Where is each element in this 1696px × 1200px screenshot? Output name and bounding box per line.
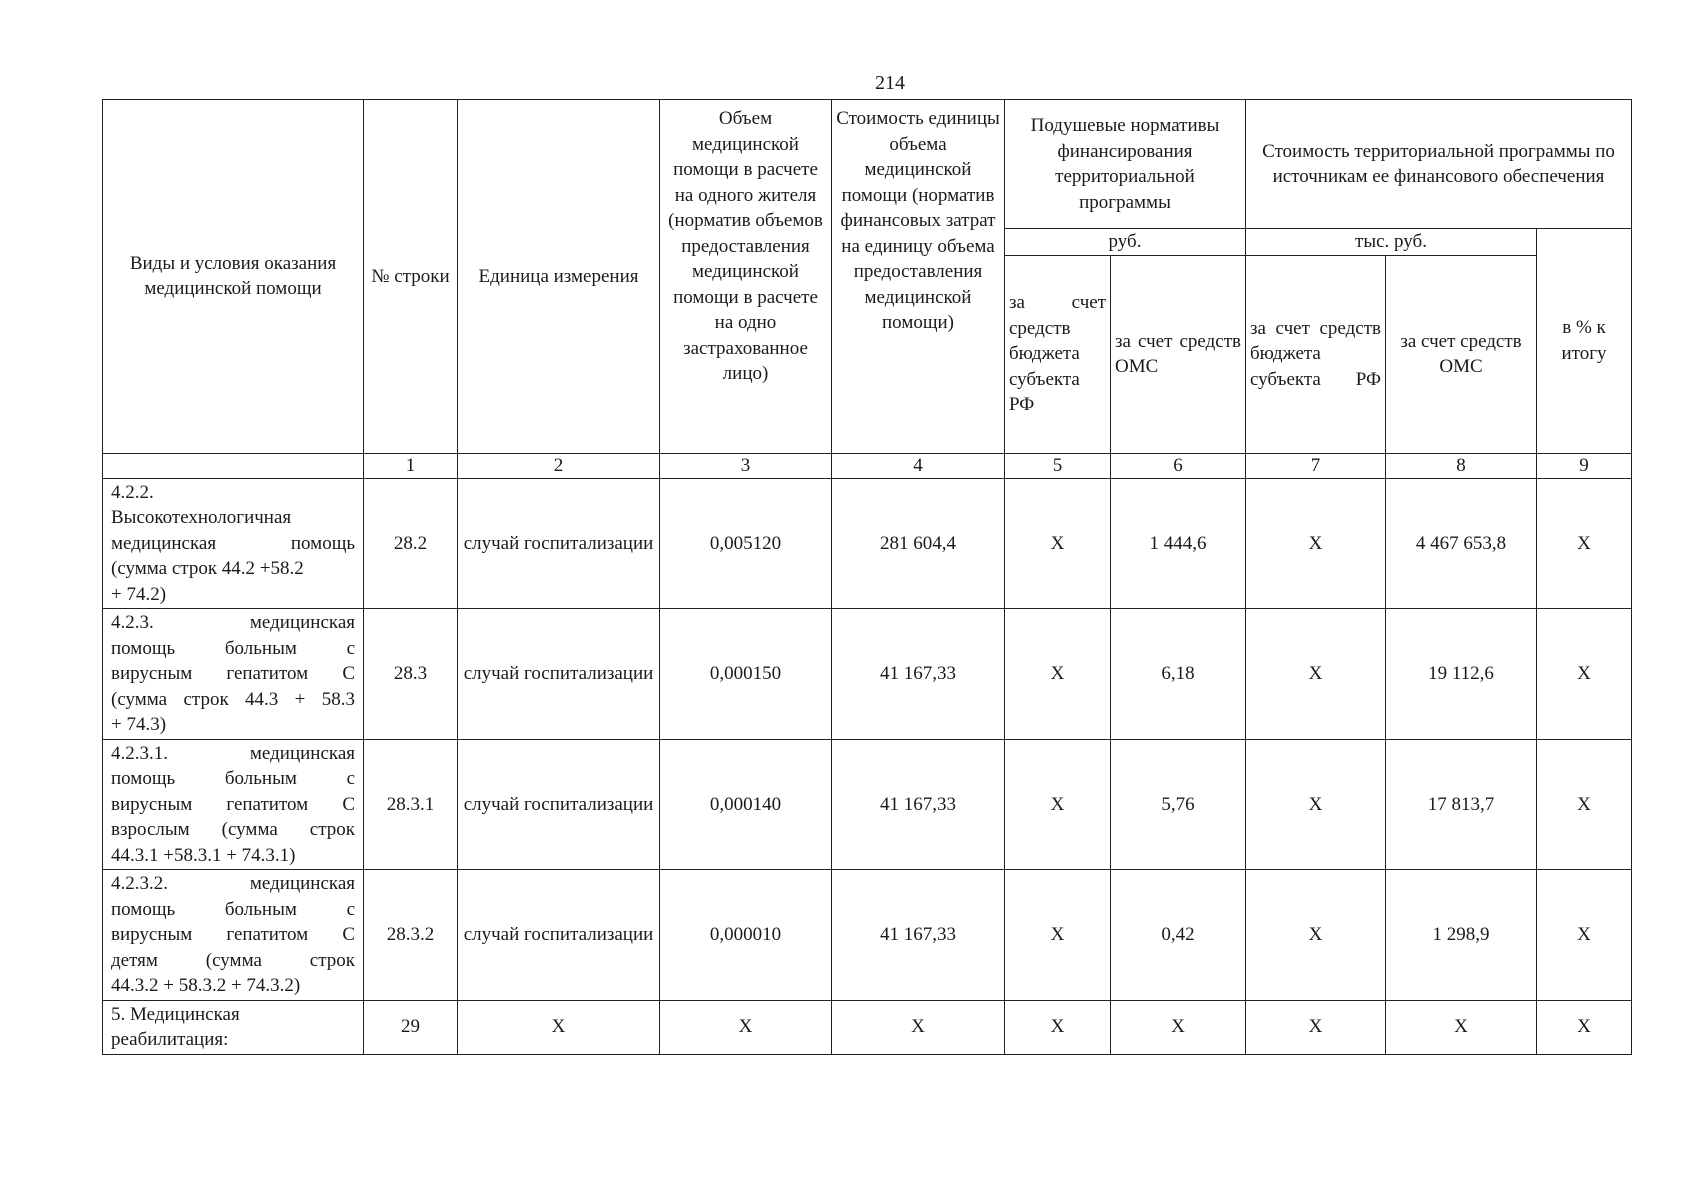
budget-thous-cell: X (1246, 478, 1386, 609)
header-unit-thous-rub: тыс. руб. (1246, 229, 1537, 256)
header-percent-total: в % к итогу (1537, 229, 1632, 454)
oms-rub-cell: 5,76 (1111, 739, 1246, 870)
row-number: 28.3 (364, 609, 458, 740)
column-number-blank (103, 453, 364, 478)
cost-cell: 41 167,33 (832, 609, 1005, 740)
budget-thous-cell: X (1246, 609, 1386, 740)
header-program-cost: Стоимость территориальной программы по источникам ее финансового обеспечения (1246, 100, 1632, 229)
cost-cell: 41 167,33 (832, 870, 1005, 1001)
column-number: 3 (660, 453, 832, 478)
volume-cell: X (660, 1000, 832, 1054)
header-per-capita: Подушевые нормативы финансирования территориальной программы (1005, 100, 1246, 229)
percent-cell: X (1537, 739, 1632, 870)
budget-rub-cell: X (1005, 478, 1111, 609)
row-number: 28.3.2 (364, 870, 458, 1001)
oms-thous-cell: X (1386, 1000, 1537, 1054)
header-unit-cost: Стоимость единицы объема медицинской помощи (норматив финансовых затрат на единицу объема предоставления медицинской помощи) (832, 100, 1005, 454)
header-budget-thous: за счет средств бюджета субъекта РФ (1246, 255, 1386, 453)
row-label: 4.2.3. медицинская помощь больным с вирусным гепатитом С (сумма строк 44.3 + 58.3 + 74.3) (103, 609, 364, 740)
row-number: 28.3.1 (364, 739, 458, 870)
column-number: 2 (458, 453, 660, 478)
table-row (103, 870, 1632, 1001)
volume-cell: 0,000150 (660, 609, 832, 740)
header-oms-rub: за счет средств ОМС (1111, 255, 1246, 453)
column-number: 1 (364, 453, 458, 478)
cost-cell: X (832, 1000, 1005, 1054)
budget-rub-cell: X (1005, 609, 1111, 740)
table-row (103, 609, 1632, 740)
table-row (103, 478, 1632, 609)
unit-cell: случай госпитализации (458, 870, 660, 1001)
cost-cell: 281 604,4 (832, 478, 1005, 609)
oms-rub-cell: 6,18 (1111, 609, 1246, 740)
page-number: 214 (875, 72, 905, 94)
unit-cell: X (458, 1000, 660, 1054)
cost-cell: 41 167,33 (832, 739, 1005, 870)
header-unit-rub: руб. (1005, 229, 1246, 256)
row-number: 29 (364, 1000, 458, 1054)
oms-thous-cell: 19 112,6 (1386, 609, 1537, 740)
unit-cell: случай госпитализации (458, 609, 660, 740)
row-label: 5. Медицинская реабилитация: (103, 1000, 364, 1054)
row-number: 28.2 (364, 478, 458, 609)
oms-thous-cell: 17 813,7 (1386, 739, 1537, 870)
header-kind: Виды и условия оказания медицинской помощи (103, 100, 364, 454)
header-budget-rub: за счет средств бюджета субъекта РФ (1005, 255, 1111, 453)
unit-cell: случай госпитализации (458, 739, 660, 870)
column-number: 4 (832, 453, 1005, 478)
oms-rub-cell: 1 444,6 (1111, 478, 1246, 609)
financing-table (102, 99, 1632, 1055)
percent-cell: X (1537, 1000, 1632, 1054)
percent-cell: X (1537, 609, 1632, 740)
oms-rub-cell: 0,42 (1111, 870, 1246, 1001)
volume-cell: 0,005120 (660, 478, 832, 609)
oms-thous-cell: 4 467 653,8 (1386, 478, 1537, 609)
oms-thous-cell: 1 298,9 (1386, 870, 1537, 1001)
budget-thous-cell: X (1246, 739, 1386, 870)
budget-rub-cell: X (1005, 739, 1111, 870)
row-label: 4.2.3.2. медицинская помощь больным с вирусным гепатитом С детям (сумма строк 44.3.2 + 58.3.2 + 74.3.2) (103, 870, 364, 1001)
budget-thous-cell: X (1246, 1000, 1386, 1054)
row-label: 4.2.2. Высокотехнологичная медицинская помощь (сумма строк 44.2 +58.2 + 74.2) (103, 478, 364, 609)
header-oms-thous: за счет средств ОМС (1386, 255, 1537, 453)
column-number: 5 (1005, 453, 1111, 478)
unit-cell: случай госпитализации (458, 478, 660, 609)
volume-cell: 0,000140 (660, 739, 832, 870)
table-row (103, 739, 1632, 870)
oms-rub-cell: X (1111, 1000, 1246, 1054)
column-number: 6 (1111, 453, 1246, 478)
percent-cell: X (1537, 478, 1632, 609)
column-number: 9 (1537, 453, 1632, 478)
row-label: 4.2.3.1. медицинская помощь больным с вирусным гепатитом С взрослым (сумма строк 44.3.1 +58.3.1 + 74.3.1) (103, 739, 364, 870)
table-row (103, 1000, 1632, 1054)
percent-cell: X (1537, 870, 1632, 1001)
column-number: 8 (1386, 453, 1537, 478)
header-volume: Объем медицинской помощи в расчете на одного жителя (норматив объемов предоставления медицинской помощи в расчете на одно застрахованное лицо) (660, 100, 832, 454)
budget-rub-cell: X (1005, 870, 1111, 1001)
column-number: 7 (1246, 453, 1386, 478)
header-row-number: № строки (364, 100, 458, 454)
budget-thous-cell: X (1246, 870, 1386, 1001)
budget-rub-cell: X (1005, 1000, 1111, 1054)
volume-cell: 0,000010 (660, 870, 832, 1001)
header-unit: Единица измерения (458, 100, 660, 454)
